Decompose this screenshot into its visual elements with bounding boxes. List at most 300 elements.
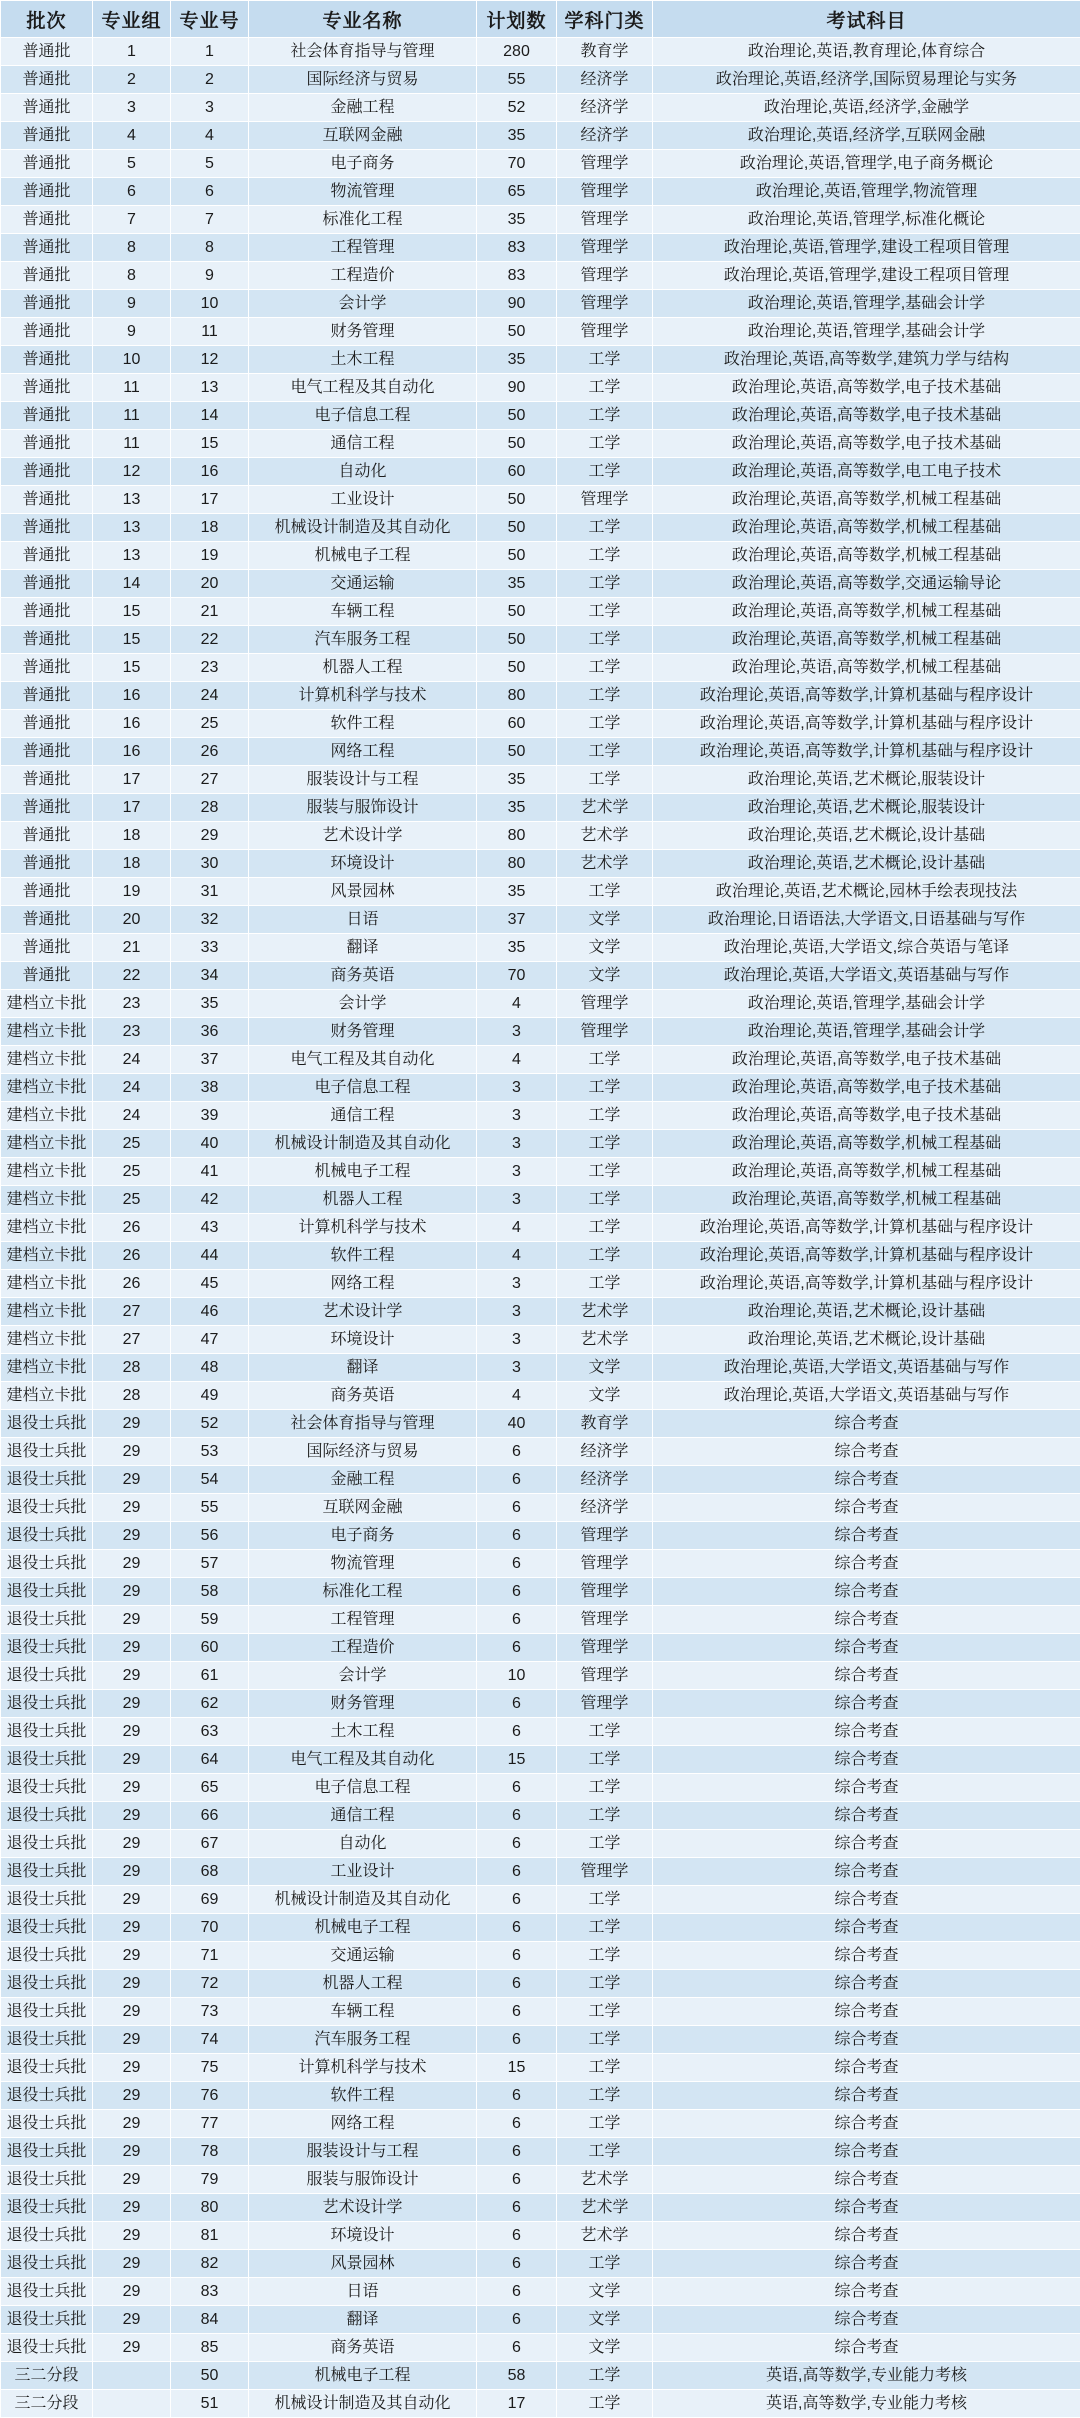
table-row	[1, 514, 1080, 542]
cell-batch: 普通批	[1, 542, 93, 570]
cell-major-name: 机器人工程	[249, 1970, 477, 1998]
cell-major-group: 29	[93, 1634, 171, 1662]
header-plan-count: 计划数	[477, 1, 557, 38]
cell-batch: 普通批	[1, 906, 93, 934]
cell-plan-count: 6	[477, 1522, 557, 1550]
cell-discipline: 管理学	[557, 486, 653, 514]
cell-major-number: 74	[171, 2026, 249, 2054]
cell-exam-subjects: 政治理论,英语,大学语文,英语基础与写作	[653, 1354, 1080, 1382]
cell-discipline: 工学	[557, 402, 653, 430]
cell-major-group: 29	[93, 1718, 171, 1746]
cell-major-group: 29	[93, 1438, 171, 1466]
cell-major-number: 56	[171, 1522, 249, 1550]
cell-plan-count: 3	[477, 1326, 557, 1354]
cell-major-name: 互联网金融	[249, 122, 477, 150]
cell-major-number: 7	[171, 206, 249, 234]
cell-major-number: 10	[171, 290, 249, 318]
cell-batch: 普通批	[1, 850, 93, 878]
cell-major-number: 85	[171, 2334, 249, 2362]
cell-batch: 普通批	[1, 38, 93, 66]
cell-batch: 普通批	[1, 66, 93, 94]
cell-exam-subjects: 综合考查	[653, 2082, 1080, 2110]
cell-major-number: 32	[171, 906, 249, 934]
cell-batch: 普通批	[1, 430, 93, 458]
cell-major-number: 15	[171, 430, 249, 458]
cell-major-group: 29	[93, 2138, 171, 2166]
cell-batch: 建档立卡批	[1, 1046, 93, 1074]
cell-major-group: 16	[93, 682, 171, 710]
cell-major-name: 财务管理	[249, 318, 477, 346]
cell-major-name: 汽车服务工程	[249, 2026, 477, 2054]
cell-plan-count: 83	[477, 262, 557, 290]
cell-major-name: 风景园林	[249, 2250, 477, 2278]
cell-major-group: 22	[93, 962, 171, 990]
table-row	[1, 1466, 1080, 1494]
table-row	[1, 738, 1080, 766]
cell-exam-subjects: 综合考查	[653, 2138, 1080, 2166]
cell-major-name: 环境设计	[249, 2222, 477, 2250]
cell-batch: 建档立卡批	[1, 1354, 93, 1382]
cell-major-name: 自动化	[249, 458, 477, 486]
table-row	[1, 598, 1080, 626]
table-row	[1, 94, 1080, 122]
cell-major-group: 11	[93, 430, 171, 458]
cell-plan-count: 6	[477, 1550, 557, 1578]
cell-exam-subjects: 综合考查	[653, 2054, 1080, 2082]
cell-major-name: 计算机科学与技术	[249, 2054, 477, 2082]
cell-major-name: 计算机科学与技术	[249, 682, 477, 710]
cell-major-number: 34	[171, 962, 249, 990]
cell-major-group: 15	[93, 626, 171, 654]
cell-batch: 建档立卡批	[1, 1158, 93, 1186]
cell-major-name: 标准化工程	[249, 1578, 477, 1606]
cell-major-name: 财务管理	[249, 1690, 477, 1718]
table-row	[1, 2390, 1080, 2418]
cell-exam-subjects: 政治理论,英语,高等数学,机械工程基础	[653, 654, 1080, 682]
cell-major-name: 服装与服饰设计	[249, 794, 477, 822]
cell-discipline: 经济学	[557, 1494, 653, 1522]
table-row	[1, 458, 1080, 486]
cell-plan-count: 50	[477, 738, 557, 766]
table-row	[1, 402, 1080, 430]
cell-plan-count: 6	[477, 2166, 557, 2194]
cell-major-group: 27	[93, 1326, 171, 1354]
cell-batch: 退役士兵批	[1, 2194, 93, 2222]
cell-plan-count: 4	[477, 1242, 557, 1270]
cell-batch: 普通批	[1, 878, 93, 906]
cell-plan-count: 3	[477, 1018, 557, 1046]
cell-major-number: 14	[171, 402, 249, 430]
cell-discipline: 教育学	[557, 38, 653, 66]
cell-major-name: 机械电子工程	[249, 1914, 477, 1942]
table-row	[1, 1018, 1080, 1046]
cell-plan-count: 80	[477, 682, 557, 710]
cell-major-number: 17	[171, 486, 249, 514]
cell-exam-subjects: 政治理论,英语,高等数学,机械工程基础	[653, 626, 1080, 654]
cell-batch: 退役士兵批	[1, 1886, 93, 1914]
cell-exam-subjects: 政治理论,英语,管理学,建设工程项目管理	[653, 234, 1080, 262]
table-row	[1, 2278, 1080, 2306]
cell-exam-subjects: 政治理论,英语,高等数学,交通运输导论	[653, 570, 1080, 598]
cell-discipline: 经济学	[557, 122, 653, 150]
cell-major-number: 45	[171, 1270, 249, 1298]
cell-major-group: 24	[93, 1074, 171, 1102]
cell-plan-count: 40	[477, 1410, 557, 1438]
cell-discipline: 工学	[557, 1130, 653, 1158]
cell-major-group: 28	[93, 1354, 171, 1382]
cell-major-group: 29	[93, 2194, 171, 2222]
cell-discipline: 工学	[557, 2362, 653, 2390]
cell-batch: 退役士兵批	[1, 2054, 93, 2082]
cell-discipline: 管理学	[557, 1634, 653, 1662]
cell-major-number: 41	[171, 1158, 249, 1186]
cell-major-name: 电气工程及其自动化	[249, 1046, 477, 1074]
table-row	[1, 2334, 1080, 2362]
cell-major-name: 机械设计制造及其自动化	[249, 514, 477, 542]
cell-exam-subjects: 综合考查	[653, 1410, 1080, 1438]
cell-major-number: 30	[171, 850, 249, 878]
cell-plan-count: 80	[477, 822, 557, 850]
cell-major-name: 工程管理	[249, 234, 477, 262]
cell-batch: 建档立卡批	[1, 1382, 93, 1410]
cell-major-group: 18	[93, 822, 171, 850]
cell-batch: 普通批	[1, 654, 93, 682]
cell-batch: 普通批	[1, 962, 93, 990]
cell-major-name: 会计学	[249, 990, 477, 1018]
cell-batch: 普通批	[1, 402, 93, 430]
cell-plan-count: 50	[477, 318, 557, 346]
cell-major-group: 5	[93, 150, 171, 178]
cell-plan-count: 6	[477, 1858, 557, 1886]
cell-major-name: 工程管理	[249, 1606, 477, 1634]
cell-major-group: 18	[93, 850, 171, 878]
cell-batch: 建档立卡批	[1, 1102, 93, 1130]
cell-discipline: 工学	[557, 2250, 653, 2278]
header-row	[1, 1, 1080, 38]
cell-major-name: 艺术设计学	[249, 822, 477, 850]
cell-exam-subjects: 政治理论,英语,艺术概论,园林手绘表现技法	[653, 878, 1080, 906]
table-row	[1, 430, 1080, 458]
cell-exam-subjects: 综合考查	[653, 2166, 1080, 2194]
cell-major-group	[93, 2362, 171, 2390]
cell-plan-count: 50	[477, 430, 557, 458]
cell-discipline: 工学	[557, 1214, 653, 1242]
cell-exam-subjects: 综合考查	[653, 2110, 1080, 2138]
cell-major-group: 29	[93, 1662, 171, 1690]
cell-exam-subjects: 政治理论,英语,高等数学,电子技术基础	[653, 1046, 1080, 1074]
cell-major-group: 8	[93, 262, 171, 290]
cell-major-group: 29	[93, 1858, 171, 1886]
cell-exam-subjects: 综合考查	[653, 1438, 1080, 1466]
cell-plan-count: 55	[477, 66, 557, 94]
cell-batch: 退役士兵批	[1, 1578, 93, 1606]
cell-major-group: 29	[93, 1802, 171, 1830]
cell-batch: 普通批	[1, 794, 93, 822]
cell-major-name: 电子信息工程	[249, 1074, 477, 1102]
cell-plan-count: 50	[477, 654, 557, 682]
cell-major-name: 环境设计	[249, 1326, 477, 1354]
cell-discipline: 艺术学	[557, 822, 653, 850]
cell-exam-subjects: 政治理论,英语,高等数学,建筑力学与结构	[653, 346, 1080, 374]
table-row	[1, 1494, 1080, 1522]
cell-major-number: 35	[171, 990, 249, 1018]
cell-major-number: 28	[171, 794, 249, 822]
cell-major-name: 国际经济与贸易	[249, 66, 477, 94]
cell-plan-count: 3	[477, 1270, 557, 1298]
cell-major-name: 自动化	[249, 1830, 477, 1858]
cell-batch: 退役士兵批	[1, 1634, 93, 1662]
cell-discipline: 工学	[557, 430, 653, 458]
cell-exam-subjects: 综合考查	[653, 1886, 1080, 1914]
cell-major-group: 3	[93, 94, 171, 122]
cell-batch: 退役士兵批	[1, 1438, 93, 1466]
cell-discipline: 艺术学	[557, 2166, 653, 2194]
cell-major-name: 机械电子工程	[249, 542, 477, 570]
cell-exam-subjects: 政治理论,英语,高等数学,电子技术基础	[653, 374, 1080, 402]
cell-exam-subjects: 政治理论,英语,管理学,建设工程项目管理	[653, 262, 1080, 290]
cell-major-name: 翻译	[249, 1354, 477, 1382]
table-row	[1, 38, 1080, 66]
cell-plan-count: 6	[477, 1690, 557, 1718]
cell-discipline: 工学	[557, 570, 653, 598]
cell-major-name: 机械设计制造及其自动化	[249, 2390, 477, 2418]
cell-discipline: 工学	[557, 738, 653, 766]
cell-discipline: 管理学	[557, 990, 653, 1018]
cell-exam-subjects: 综合考查	[653, 1802, 1080, 1830]
cell-plan-count: 6	[477, 2334, 557, 2362]
table-row	[1, 542, 1080, 570]
cell-major-number: 53	[171, 1438, 249, 1466]
cell-major-name: 土木工程	[249, 346, 477, 374]
cell-major-name: 社会体育指导与管理	[249, 1410, 477, 1438]
cell-major-number: 61	[171, 1662, 249, 1690]
cell-major-number: 43	[171, 1214, 249, 1242]
table-row	[1, 934, 1080, 962]
cell-major-group: 29	[93, 1522, 171, 1550]
cell-major-group: 29	[93, 1410, 171, 1438]
cell-major-group: 2	[93, 66, 171, 94]
table-row	[1, 1046, 1080, 1074]
cell-major-number: 5	[171, 150, 249, 178]
table-row	[1, 1382, 1080, 1410]
table-row	[1, 1214, 1080, 1242]
table-row	[1, 346, 1080, 374]
cell-plan-count: 6	[477, 1886, 557, 1914]
cell-major-number: 19	[171, 542, 249, 570]
cell-discipline: 经济学	[557, 1466, 653, 1494]
cell-plan-count: 6	[477, 1494, 557, 1522]
cell-plan-count: 15	[477, 2054, 557, 2082]
cell-exam-subjects: 政治理论,英语,管理学,标准化概论	[653, 206, 1080, 234]
cell-plan-count: 90	[477, 374, 557, 402]
cell-major-name: 电子信息工程	[249, 1774, 477, 1802]
cell-batch: 退役士兵批	[1, 1858, 93, 1886]
cell-plan-count: 35	[477, 346, 557, 374]
cell-major-group: 26	[93, 1214, 171, 1242]
cell-major-name: 电气工程及其自动化	[249, 374, 477, 402]
cell-major-group: 25	[93, 1158, 171, 1186]
cell-major-number: 1	[171, 38, 249, 66]
cell-major-group: 12	[93, 458, 171, 486]
cell-major-group: 29	[93, 2026, 171, 2054]
cell-batch: 退役士兵批	[1, 1970, 93, 1998]
cell-major-group: 29	[93, 1942, 171, 1970]
cell-batch: 退役士兵批	[1, 1830, 93, 1858]
table-row	[1, 1130, 1080, 1158]
cell-plan-count: 6	[477, 2194, 557, 2222]
cell-batch: 建档立卡批	[1, 1214, 93, 1242]
cell-exam-subjects: 综合考查	[653, 1550, 1080, 1578]
cell-major-group: 23	[93, 990, 171, 1018]
cell-major-number: 31	[171, 878, 249, 906]
cell-exam-subjects: 政治理论,英语,高等数学,机械工程基础	[653, 1186, 1080, 1214]
cell-batch: 退役士兵批	[1, 1942, 93, 1970]
cell-major-number: 3	[171, 94, 249, 122]
cell-major-group: 8	[93, 234, 171, 262]
cell-exam-subjects: 综合考查	[653, 2222, 1080, 2250]
cell-major-name: 机器人工程	[249, 654, 477, 682]
cell-major-group: 29	[93, 1550, 171, 1578]
table-row	[1, 906, 1080, 934]
cell-major-number: 59	[171, 1606, 249, 1634]
cell-batch: 退役士兵批	[1, 2222, 93, 2250]
cell-plan-count: 83	[477, 234, 557, 262]
cell-major-name: 软件工程	[249, 710, 477, 738]
table-row	[1, 878, 1080, 906]
cell-batch: 建档立卡批	[1, 990, 93, 1018]
cell-plan-count: 60	[477, 458, 557, 486]
cell-discipline: 工学	[557, 710, 653, 738]
cell-batch: 普通批	[1, 710, 93, 738]
cell-batch: 普通批	[1, 206, 93, 234]
header-discipline: 学科门类	[557, 1, 653, 38]
cell-batch: 普通批	[1, 682, 93, 710]
cell-batch: 普通批	[1, 262, 93, 290]
cell-major-number: 54	[171, 1466, 249, 1494]
cell-plan-count: 35	[477, 122, 557, 150]
cell-plan-count: 6	[477, 2082, 557, 2110]
cell-discipline: 工学	[557, 1774, 653, 1802]
cell-major-number: 57	[171, 1550, 249, 1578]
cell-major-name: 商务英语	[249, 962, 477, 990]
cell-major-name: 汽车服务工程	[249, 626, 477, 654]
cell-major-name: 风景园林	[249, 878, 477, 906]
table-row	[1, 1634, 1080, 1662]
table-row	[1, 1942, 1080, 1970]
cell-plan-count: 35	[477, 794, 557, 822]
cell-exam-subjects: 综合考查	[653, 1914, 1080, 1942]
cell-plan-count: 3	[477, 1158, 557, 1186]
cell-major-group: 21	[93, 934, 171, 962]
cell-exam-subjects: 政治理论,英语,大学语文,综合英语与笔译	[653, 934, 1080, 962]
cell-major-name: 工业设计	[249, 1858, 477, 1886]
cell-plan-count: 6	[477, 1970, 557, 1998]
cell-discipline: 工学	[557, 2110, 653, 2138]
cell-exam-subjects: 政治理论,英语,高等数学,机械工程基础	[653, 1130, 1080, 1158]
cell-plan-count: 6	[477, 1942, 557, 1970]
cell-batch: 退役士兵批	[1, 2082, 93, 2110]
table-row	[1, 2250, 1080, 2278]
cell-major-number: 75	[171, 2054, 249, 2082]
table-row	[1, 1158, 1080, 1186]
cell-major-number: 80	[171, 2194, 249, 2222]
cell-batch: 退役士兵批	[1, 2138, 93, 2166]
table-row	[1, 570, 1080, 598]
cell-plan-count: 37	[477, 906, 557, 934]
cell-exam-subjects: 政治理论,英语,高等数学,计算机基础与程序设计	[653, 1214, 1080, 1242]
cell-batch: 退役士兵批	[1, 1522, 93, 1550]
table-row	[1, 290, 1080, 318]
cell-plan-count: 17	[477, 2390, 557, 2418]
cell-major-group	[93, 2390, 171, 2418]
cell-exam-subjects: 政治理论,英语,管理学,基础会计学	[653, 318, 1080, 346]
cell-batch: 退役士兵批	[1, 1606, 93, 1634]
cell-discipline: 管理学	[557, 262, 653, 290]
table-row	[1, 1606, 1080, 1634]
cell-exam-subjects: 综合考查	[653, 1942, 1080, 1970]
cell-major-number: 8	[171, 234, 249, 262]
cell-major-group: 29	[93, 1774, 171, 1802]
cell-major-group: 29	[93, 2110, 171, 2138]
cell-batch: 建档立卡批	[1, 1186, 93, 1214]
cell-major-name: 机械电子工程	[249, 1158, 477, 1186]
cell-major-name: 工业设计	[249, 486, 477, 514]
cell-discipline: 管理学	[557, 234, 653, 262]
table-row	[1, 794, 1080, 822]
cell-plan-count: 6	[477, 2306, 557, 2334]
cell-major-number: 67	[171, 1830, 249, 1858]
cell-exam-subjects: 政治理论,英语,艺术概论,设计基础	[653, 850, 1080, 878]
cell-exam-subjects: 综合考查	[653, 1634, 1080, 1662]
cell-plan-count: 6	[477, 1578, 557, 1606]
cell-discipline: 工学	[557, 598, 653, 626]
cell-major-group: 29	[93, 1914, 171, 1942]
cell-major-group: 29	[93, 2334, 171, 2362]
cell-exam-subjects: 综合考查	[653, 1690, 1080, 1718]
cell-batch: 普通批	[1, 122, 93, 150]
table-row	[1, 1886, 1080, 1914]
cell-plan-count: 50	[477, 486, 557, 514]
cell-major-number: 58	[171, 1578, 249, 1606]
cell-major-name: 交通运输	[249, 1942, 477, 1970]
table-row	[1, 1242, 1080, 1270]
cell-major-name: 物流管理	[249, 178, 477, 206]
cell-major-number: 4	[171, 122, 249, 150]
table-row	[1, 1102, 1080, 1130]
cell-major-group: 13	[93, 542, 171, 570]
table-row	[1, 1774, 1080, 1802]
cell-discipline: 管理学	[557, 1578, 653, 1606]
table-row	[1, 1578, 1080, 1606]
cell-discipline: 工学	[557, 2054, 653, 2082]
table-row	[1, 1746, 1080, 1774]
cell-discipline: 工学	[557, 1046, 653, 1074]
cell-batch: 退役士兵批	[1, 1718, 93, 1746]
cell-major-number: 49	[171, 1382, 249, 1410]
cell-discipline: 工学	[557, 1942, 653, 1970]
cell-exam-subjects: 政治理论,英语,经济学,金融学	[653, 94, 1080, 122]
cell-major-name: 会计学	[249, 1662, 477, 1690]
header-major-number: 专业号	[171, 1, 249, 38]
cell-major-name: 财务管理	[249, 1018, 477, 1046]
cell-discipline: 工学	[557, 1186, 653, 1214]
cell-plan-count: 65	[477, 178, 557, 206]
table-row	[1, 1186, 1080, 1214]
cell-exam-subjects: 英语,高等数学,专业能力考核	[653, 2390, 1080, 2418]
cell-discipline: 管理学	[557, 1858, 653, 1886]
cell-exam-subjects: 政治理论,英语,高等数学,计算机基础与程序设计	[653, 682, 1080, 710]
table-row	[1, 1858, 1080, 1886]
